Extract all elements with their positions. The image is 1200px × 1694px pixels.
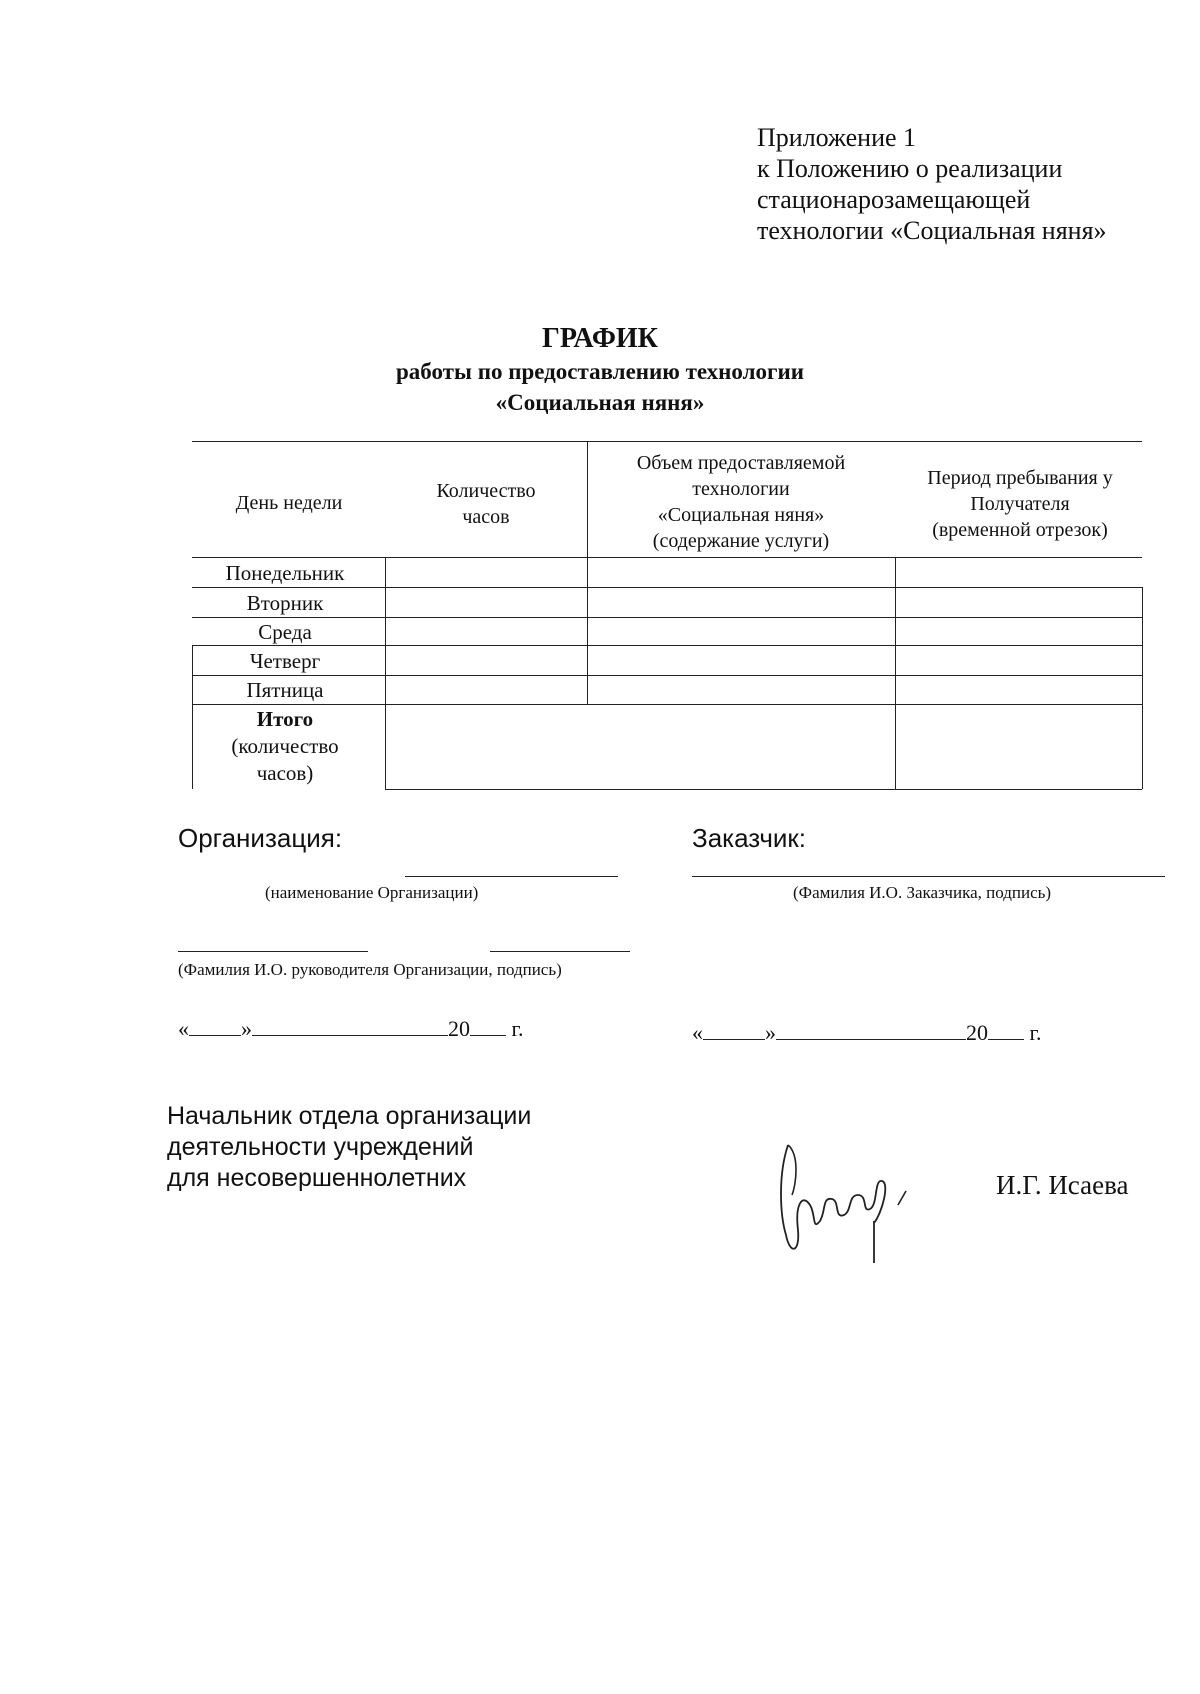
year-prefix: 20 [966, 1020, 988, 1045]
table-rule [385, 789, 1142, 790]
year-suffix: г. [511, 1016, 524, 1041]
day-blank[interactable] [189, 1017, 241, 1036]
organization-head-signature-line [178, 951, 368, 952]
table-rule [1142, 587, 1143, 789]
header-hours [388, 478, 584, 530]
table-rule [192, 675, 1142, 676]
header-period-line: Получателя [970, 493, 1070, 515]
header-volume-line: (содержание услуги) [652, 530, 830, 552]
organization-heading: Организация: [178, 823, 343, 853]
appendix-line: Приложение 1 [757, 123, 917, 152]
customer-date-field [692, 1020, 1042, 1046]
appendix-line: к Положению о реализации [757, 154, 1063, 183]
table-row-wednesday: Среда [258, 620, 312, 644]
table-rule [192, 557, 1142, 558]
month-blank[interactable] [252, 1017, 448, 1036]
customer-caption: (Фамилия И.О. Заказчика, подпись) [793, 883, 1052, 902]
month-blank[interactable] [776, 1021, 966, 1040]
appendix-line: стационарозамещающей [757, 185, 1031, 214]
organization-head-caption: (Фамилия И.О. руководителя Организации, подпись) [178, 960, 562, 979]
year-blank[interactable] [470, 1017, 506, 1036]
document-title [0, 322, 1200, 418]
day-blank[interactable] [703, 1021, 765, 1040]
header-hours-line: часов [462, 506, 510, 528]
organization-head-signature-line [490, 951, 630, 952]
table-rule [192, 704, 1142, 705]
header-volume-line: Объем предоставляемой [636, 452, 846, 474]
year-suffix: г. [1029, 1020, 1042, 1045]
header-day: День недели [235, 492, 343, 514]
table-row-monday: Понедельник [225, 561, 345, 585]
title-subtitle-line-2: «Социальная няня» [495, 390, 705, 415]
year-blank[interactable] [988, 1021, 1024, 1040]
appendix-line: технологии «Социальная няня» [757, 216, 1107, 245]
title-main: ГРАФИК [542, 323, 658, 354]
header-volume [590, 450, 892, 554]
year-prefix: 20 [448, 1016, 470, 1041]
position-line: деятельности учреждений [167, 1133, 474, 1161]
position-line: для несовершеннолетних [167, 1164, 467, 1192]
header-hours-line: Количество [436, 480, 536, 502]
date-close-quote: » [241, 1016, 252, 1041]
total-note: часов) [256, 761, 314, 785]
table-rule [895, 557, 896, 789]
signer-name: И.Г. Исаева [996, 1170, 1129, 1200]
date-open-quote: « [178, 1016, 189, 1041]
table-rule [192, 645, 1142, 646]
title-subtitle-line-1: работы по предоставлению технологии [396, 359, 804, 384]
appendix-header [757, 122, 1107, 246]
organization-name-caption: (наименование Организации) [265, 883, 479, 902]
organization-date-field [178, 1016, 524, 1042]
organization-name-line [405, 876, 618, 877]
header-period-line: Период пребывания у [927, 467, 1113, 489]
signer-position [167, 1101, 531, 1194]
header-volume-line: технологии [692, 478, 790, 500]
date-open-quote: « [692, 1020, 703, 1045]
table-rule [587, 441, 588, 705]
table-rule [192, 617, 1142, 618]
date-close-quote: » [765, 1020, 776, 1045]
table-row-friday: Пятница [246, 678, 324, 702]
table-rule [192, 441, 1142, 442]
table-rule [385, 557, 386, 789]
table-row-tuesday: Вторник [246, 591, 324, 615]
position-line: Начальник отдела организации [167, 1102, 532, 1130]
header-period [898, 465, 1142, 543]
header-volume-line: «Социальная няня» [657, 504, 825, 526]
handwritten-signature [770, 1135, 920, 1270]
header-period-line: (временной отрезок) [932, 519, 1108, 541]
table-rule [192, 587, 1142, 588]
customer-signature-line [692, 876, 1165, 877]
total-label: Итого [256, 707, 314, 731]
table-row-total [190, 706, 380, 787]
customer-heading: Заказчик: [692, 823, 807, 853]
total-note: (количество [231, 734, 339, 758]
table-row-thursday: Четверг [249, 649, 321, 673]
